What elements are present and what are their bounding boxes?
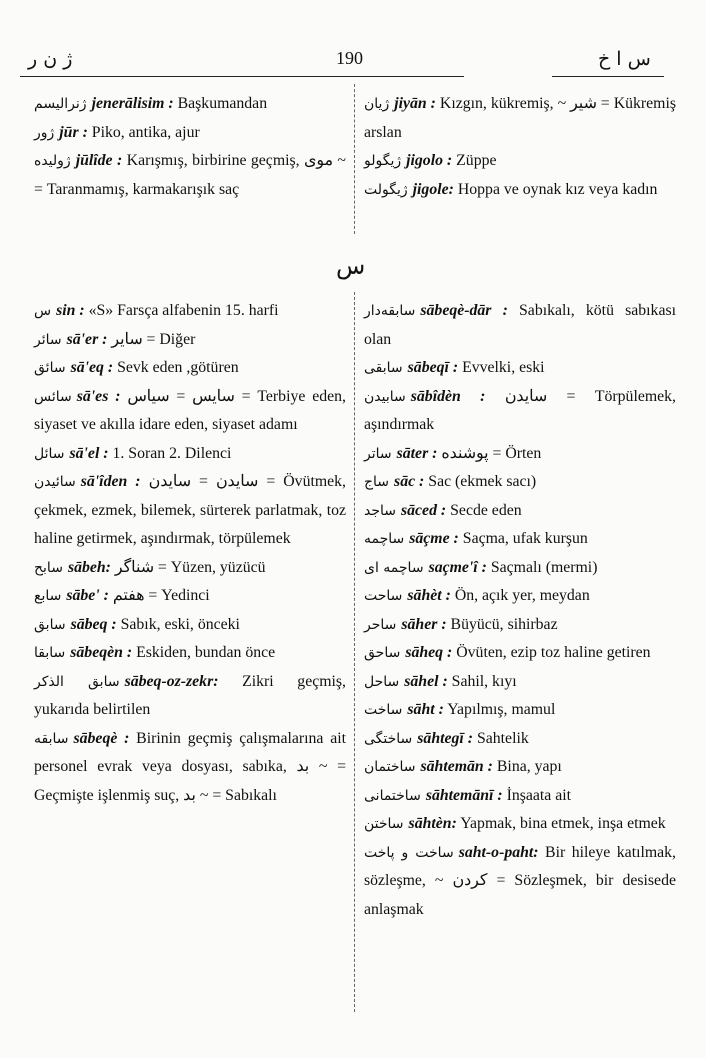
entry-persian-word: ساحت <box>364 588 403 604</box>
entry-definition: Büyücü, sihirbaz <box>450 615 558 633</box>
entry-headword: sābeqè-dār : <box>420 302 508 319</box>
entry-definition: سایر = Diğer <box>111 330 196 348</box>
entry-definition: Züppe <box>456 152 497 169</box>
entry-persian-word: سائر <box>34 331 62 348</box>
dictionary-entry <box>364 497 676 526</box>
entry-persian-word: سابیدن <box>364 388 406 405</box>
dictionary-entry <box>364 383 676 440</box>
column-divider-bottom <box>354 292 355 1012</box>
entry-headword: sāc : <box>394 473 425 490</box>
dictionary-entry <box>34 639 346 668</box>
entry-headword: sā'es : <box>76 387 121 405</box>
entry-headword: jiyān : <box>394 95 436 112</box>
entry-persian-word: ساحل <box>364 673 400 690</box>
entry-persian-word: سائیدن <box>34 474 76 490</box>
entry-definition: Sabıkalı, kötü sabıkası olan <box>364 302 677 348</box>
entry-persian-word: سائس <box>34 388 72 405</box>
entry-definition: Saçma, ufak kurşun <box>462 530 588 547</box>
entry-persian-word: سابقه‌دار <box>364 303 416 319</box>
entry-definition: سایدن = Törpülemek, aşındırmak <box>364 387 676 433</box>
entry-headword: sāhtèn: <box>408 815 457 832</box>
entry-definition: Evvelki, eski <box>462 359 545 376</box>
entry-persian-word: سابع <box>34 588 62 604</box>
entry-definition: 1. Soran 2. Dilenci <box>112 444 232 462</box>
entry-definition: Sac (ekmek sacı) <box>428 473 537 490</box>
entry-persian-word: سابق الذکر <box>34 673 120 690</box>
dictionary-entry <box>364 639 676 668</box>
entry-headword: sāhtemān : <box>420 758 493 775</box>
dictionary-entry <box>364 440 676 469</box>
entry-definition: Zikri geçmiş, yukarıda belirtilen <box>34 672 347 718</box>
dictionary-entry <box>34 354 346 383</box>
entry-persian-word: سائل <box>34 445 65 462</box>
dictionary-entry <box>364 810 676 839</box>
entry-definition: Kızgın, kükremiş, ~ شیر = Kükremiş arslan <box>364 95 676 141</box>
entry-headword: sābîdèn : <box>410 387 486 405</box>
column-bottom-right <box>364 297 676 924</box>
entry-persian-word: سابقی <box>364 360 403 376</box>
dictionary-entry <box>34 147 346 204</box>
entry-persian-word: ساختگی <box>364 730 413 747</box>
entry-headword: sāhtegī : <box>417 729 474 747</box>
entry-headword: sā'er : <box>66 330 108 348</box>
entry-headword: sābe' : <box>66 587 109 604</box>
entry-persian-word: سابقا <box>34 645 66 661</box>
dictionary-entry <box>364 725 676 754</box>
dictionary-entry <box>34 611 346 640</box>
entry-definition: سایس = سیاس = Terbiye eden, siyaset ve akılla idare eden, siyaset adamı <box>34 387 347 433</box>
entry-headword: jūlîde : <box>75 152 123 169</box>
dictionary-entry <box>364 839 676 925</box>
entry-definition: Bir hileye katılmak, sözleşme, ~ کردن = Sözleşmek, bir desisede anlaşmak <box>364 843 677 918</box>
entry-definition: Sahil, kıyı <box>451 672 517 690</box>
dictionary-entry <box>34 326 346 355</box>
dictionary-entry <box>34 297 346 326</box>
dictionary-entry <box>34 119 346 148</box>
entry-persian-word: سابح <box>34 559 63 576</box>
entry-headword: sāter : <box>396 444 438 462</box>
dictionary-entry <box>34 383 346 440</box>
dictionary-entry <box>364 611 676 640</box>
entry-definition: «S» Farsça alfabenin 15. harfi <box>88 302 279 319</box>
entry-definition: Birinin geçmiş çalışmalarına ait personel evrak veya dosyası, sabıka, بد ~ = Geçmişte işlenmiş suç, بد ~ = Sabıkalı <box>34 729 346 804</box>
dictionary-entry <box>364 147 676 176</box>
header-rule-right <box>552 76 664 77</box>
entry-definition: Bina, yapı <box>496 758 562 775</box>
entry-headword: sā'el : <box>69 444 109 462</box>
entry-persian-word: ژور <box>34 124 55 141</box>
entry-persian-word: ساختمانی <box>364 787 421 804</box>
entry-definition: Başkumandan <box>177 95 268 112</box>
entry-persian-word: ساچمه <box>364 531 405 547</box>
entry-persian-word: ساچمه ای <box>364 559 424 576</box>
entry-definition: Ön, açık yer, meydan <box>454 587 590 604</box>
dictionary-entry <box>364 782 676 811</box>
entry-persian-word: ساخت و پاخت <box>364 844 454 861</box>
entry-headword: jigolo : <box>406 152 453 169</box>
entry-headword: jūr : <box>59 123 88 141</box>
entry-persian-word: ساجد <box>364 502 396 519</box>
entry-headword: sin : <box>56 302 85 319</box>
dictionary-entry <box>34 90 346 119</box>
header-rule-left <box>20 76 464 77</box>
entry-persian-word: ساحق <box>364 645 401 661</box>
entry-persian-word: ژیگولو <box>364 153 402 169</box>
entry-headword: sāhel : <box>404 672 448 690</box>
entry-persian-word: ساختمان <box>364 759 416 775</box>
entry-definition: Sabık, eski, önceki <box>120 615 240 633</box>
dictionary-entry <box>34 725 346 811</box>
column-top-left <box>34 90 346 204</box>
entry-headword: saçme'î : <box>428 558 487 576</box>
entry-persian-word: سائق <box>34 360 66 376</box>
entry-persian-word: س <box>34 303 52 319</box>
dictionary-entry <box>364 525 676 554</box>
dictionary-entry <box>34 668 346 725</box>
entry-persian-word: ساختن <box>364 816 404 832</box>
entry-definition: پوشنده = Örten <box>441 444 542 462</box>
entry-persian-word: ژیان <box>364 96 390 112</box>
entry-definition: Yapılmış, mamul <box>447 701 556 718</box>
entry-definition: هفتم = Yedinci <box>112 587 210 604</box>
entry-headword: sābeqè : <box>73 729 130 747</box>
entry-headword: jigole: <box>412 180 454 198</box>
entry-definition: İnşaata ait <box>506 786 572 804</box>
entry-headword: sāced : <box>401 501 447 519</box>
entry-headword: sā'eq : <box>70 359 114 376</box>
dictionary-entry <box>364 468 676 497</box>
entry-persian-word: ژولیده <box>34 153 71 169</box>
entry-headword: sābeqī : <box>407 359 459 376</box>
dictionary-entry <box>364 297 676 354</box>
entry-headword: sāçme : <box>409 530 459 547</box>
entry-headword: sā'îden : <box>80 473 141 490</box>
column-bottom-left <box>34 297 346 810</box>
header-letters-right: س ا خ <box>598 48 651 70</box>
entry-headword: sāher : <box>401 615 447 633</box>
entry-definition: سایدن = سایدن = Övütmek, çekmek, ezmek, bilemek, sürterek parlatmak, toz haline getirmek, aşındırmak, törpülemek <box>34 473 347 547</box>
header-letters-left: ژ ن ر <box>28 48 73 70</box>
entry-definition: شناگر = Yüzen, yüzücü <box>114 558 266 576</box>
entry-headword: sāht : <box>407 701 444 718</box>
entry-headword: sāhtemānī : <box>425 786 503 804</box>
section-letter: س <box>336 252 366 280</box>
entry-definition: Piko, antika, ajur <box>91 123 200 141</box>
entry-persian-word: ساحر <box>364 616 397 633</box>
entry-persian-word: سابقه <box>34 730 69 747</box>
entry-definition: Secde eden <box>450 501 522 519</box>
entry-persian-word: سابق <box>34 616 66 633</box>
dictionary-entry <box>34 468 346 554</box>
entry-persian-word: ژیگولت <box>364 181 408 198</box>
entry-headword: sābeq : <box>70 615 117 633</box>
dictionary-entry <box>364 753 676 782</box>
entry-persian-word: ساتر <box>364 445 392 462</box>
entry-headword: jenerālisim : <box>91 95 174 112</box>
dictionary-entry <box>364 90 676 147</box>
dictionary-entry <box>364 554 676 583</box>
entry-definition: Hoppa ve oynak kız veya kadın <box>457 180 658 198</box>
dictionary-entry <box>364 668 676 697</box>
page-number: 190 <box>336 48 363 68</box>
entry-definition: Karışmış, birbirine geçmiş, موی ~ = Taranmamış, karmakarışık saç <box>34 152 346 198</box>
entry-definition: Saçmalı (mermi) <box>490 558 598 576</box>
column-top-right <box>364 90 676 204</box>
entry-persian-word: ساج <box>364 474 390 490</box>
entry-persian-word: ژنرالیسم <box>34 96 87 112</box>
column-divider-top <box>354 84 355 234</box>
entry-definition: Övüten, ezip toz haline getiren <box>456 644 651 661</box>
entry-headword: sābeh: <box>67 558 111 576</box>
entry-definition: Sahtelik <box>476 729 529 747</box>
entry-headword: sāhèt : <box>407 587 451 604</box>
entry-headword: sābeq-oz-zekr: <box>124 672 219 690</box>
entry-definition: Yapmak, bina etmek, inşa etmek <box>460 815 666 832</box>
dictionary-entry <box>364 696 676 725</box>
dictionary-entry <box>34 554 346 583</box>
dictionary-entry <box>34 582 346 611</box>
entry-headword: saht-o-paht: <box>458 843 539 861</box>
dictionary-entry <box>34 440 346 469</box>
entry-headword: sābeqèn : <box>70 644 133 661</box>
dictionary-entry <box>364 176 676 205</box>
entry-headword: sāheq : <box>405 644 453 661</box>
dictionary-entry <box>364 582 676 611</box>
entry-definition: Eskiden, bundan önce <box>136 644 276 661</box>
entry-definition: Sevk eden ,götüren <box>117 359 239 376</box>
entry-persian-word: ساخت <box>364 702 403 718</box>
dictionary-entry <box>364 354 676 383</box>
